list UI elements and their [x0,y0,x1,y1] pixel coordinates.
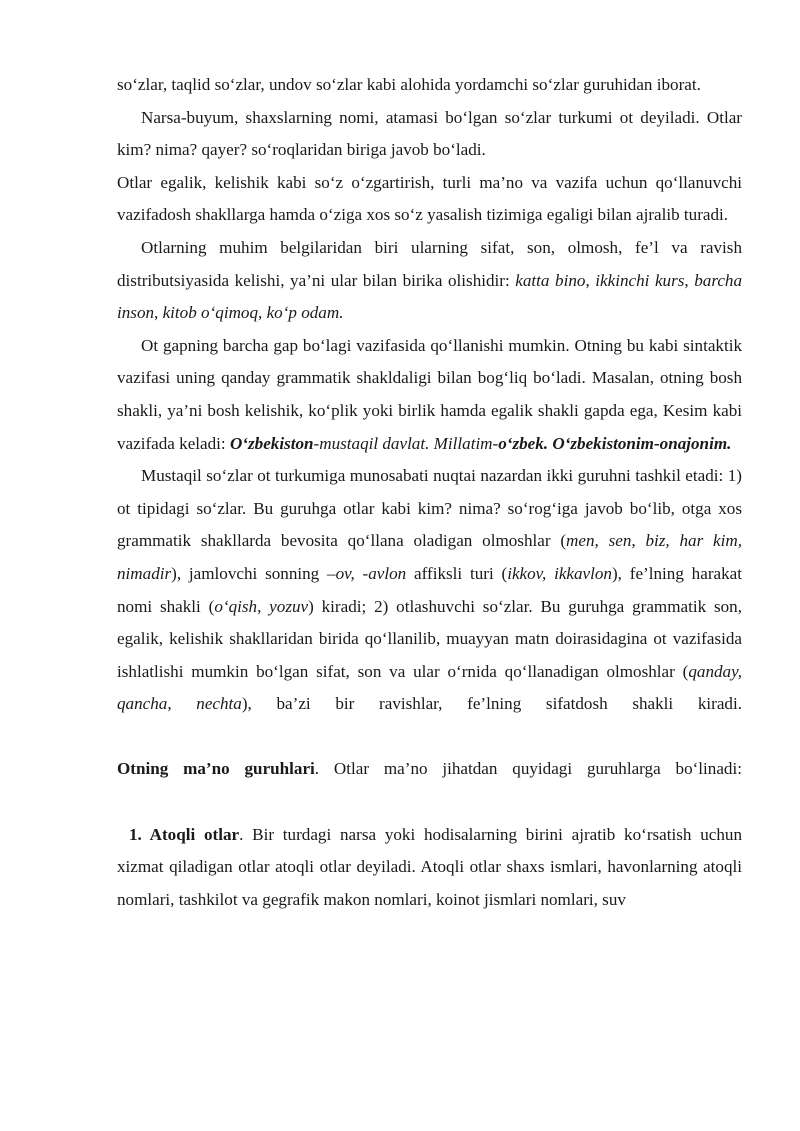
paragraph-text: . Otlar ma’no jihatdan quyidagi guruhlarga bo‘linadi: [314,759,742,779]
paragraph-text: Otlarning muhim belgilaridan biri ularning sifat, son, olmosh, fe’l va ravish distributsiyasida kelishi, ya’ni ular bilan birika olishidir: [117,237,742,290]
paragraph-text: ), ba’zi bir ravishlar, fe’lning sifatdosh shakli kiradi. [241,694,743,714]
example-italic: qanday, qancha, nechta [117,661,742,714]
separator: , [154,303,163,323]
subsection-heading: 1. Atoqli otlar [129,824,240,844]
example-italic: -mustaqil davlat. Millatim- [313,433,499,453]
example-italic: –ov, -avlon [327,563,407,583]
paragraph-distribution [117,232,742,330]
paragraph-intro: so‘zlar, taqlid so‘zlar, undov so‘zlar kabi alohida yordamchi so‘zlar guruhidan iborat. [117,75,701,94]
paragraph-text: ), jamlovchi sonning [171,563,328,583]
example-italic: o‘qish, yozuv [214,596,309,616]
paragraph-definition: Narsa-buyum, shaxslarning nomi, atamasi bo‘lgan so‘zlar turkumi ot deyiladi. Otlar kim? nima? qayer? so‘roqlaridan biriga javob bo‘ladi. [117,107,742,160]
example-italic: ikkov, ikkavlon [507,563,612,583]
paragraph-syntax [117,330,742,460]
section-heading-meaning-groups [117,753,742,786]
example-bold-italic: O‘zbekiston [229,433,314,453]
paragraph-text: affiksli turi ( [406,563,508,583]
paragraph-text: ), fe’lning harakat nomi shakli ( [117,563,742,616]
document-page [117,69,742,916]
paragraph-proper-nouns [117,819,742,917]
paragraph-text: . Bir turdagi narsa yoki hodisalarning birini ajratib ko‘rsatish uchun xizmat qiladigan otlar atoqli otlar deyiladi. Atoqli otlar shaxs ismlari, havonlarning atoqli nomlari, tashkilot va gegrafik makon nomlari, koinot jismlari nomlari, suv [117,824,742,909]
paragraph-text: ) kiradi; 2) otlashuvchi so‘zlar. Bu guruhga grammatik son, egalik, kelishik shakllaridan birida qo‘llanilib, muayyan matn doirasidagina ot vazifasida ishlatlishi mumkin bo‘lgan sifat, son va ular o‘rnida qo‘llanadigan olmoshlar ( [117,596,743,681]
paragraph-independent-words [117,460,742,721]
paragraph-grammar: Otlar egalik, kelishik kabi so‘z o‘zgartirish, turli ma’no va vazifa uchun qo‘llanuvchi vazifadosh shakllarga hamda o‘ziga xos so‘z yasalish tizimiga egaligi bilan ajralib turadi. [117,172,742,225]
separator: , [684,270,695,290]
example-phrase: barcha inson [117,270,743,323]
example-bold-italic: o‘zbek. O‘zbekistonim-onajonim. [498,433,732,453]
example-phrase: ikkinchi kurs [595,270,685,290]
example-phrase: kitob o‘qimoq, ko‘p odam. [162,303,344,323]
example-phrase: katta bino [515,270,586,290]
example-italic: men, sen, biz, har kim, nimadir [117,531,743,583]
section-heading: Otning ma’no guruhlari [117,759,315,779]
separator: , [585,270,596,290]
paragraph-text: Mustaqil so‘zlar ot turkumiga munosabati nuqtai nazardan ikki guruhni tashkil etadi: 1) ot tipidagi so‘zlar. Bu guruhga otlar kabi kim? nima? so‘rog‘iga javob bo‘lib, otga xos grammatik shakllarda bevosita qo‘llana oladigan olmoshlar ( [117,466,742,551]
paragraph-text: Ot gapning barcha gap bo‘lagi vazifasida qo‘llanishi mumkin. Otning bu kabi sintaktik vazifasi uning qanday grammatik shakldaligi bilan bog‘liq bo‘ladi. Masalan, otning bosh shakli, ya’ni bosh kelishik, ko‘plik yoki birlik hamda egalik shakli gapda ega, Kesim kabi vazifada keladi: [117,335,742,453]
